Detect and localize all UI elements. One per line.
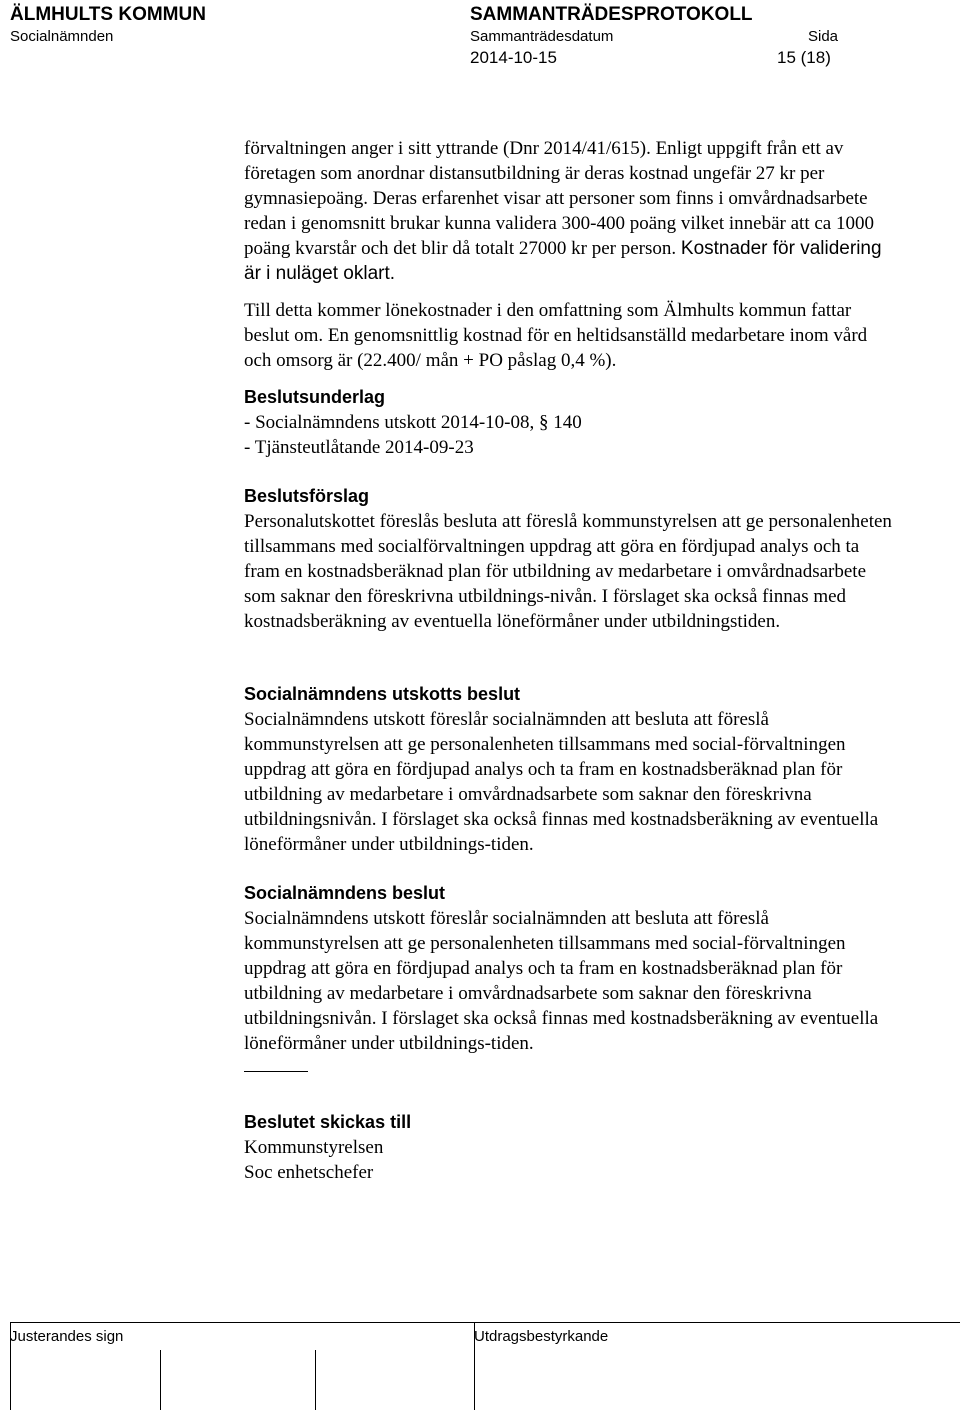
section-heading-beslutsunderlag: Beslutsunderlag [244,387,386,407]
paragraph: Socialnämndens utskott föreslår socialnämnden att besluta att föreslå kommunstyrelsen att ge personalenheten tillsammans med social-förvaltningen uppdrag att göra en fördjupad analys och ta fram en kostnadsberäknad plan för utbildning av medarbetare i omvårdnadsarbete som saknar den föreskrivna utbildningsnivån. I förslaget ska också finnas med kostnadsberäkning av eventuella löneförmåner under utbildnings-tiden. [244,709,879,855]
document-body [244,136,894,1185]
paragraph: Till detta kommer lönekostnader i den omfattning som Älmhults kommun fattar beslut om. En genomsnittlig kostnad för en heltidsanställd medarbetare inom vård och omsorg är (22.400/ mån + PO påslag 0,4 %). [244,300,868,371]
recipient: Kommunstyrelsen [244,1137,384,1158]
section-heading-beslutsforslag: Beslutsförslag [244,486,370,506]
meeting-date-label: Sammanträdesdatum [470,28,614,45]
list-item: - Socialnämndens utskott 2014-10-08, § 140 [244,412,582,433]
recipient: Soc enhetschefer [244,1162,374,1183]
signature-box-divider [315,1350,316,1410]
paragraph-text: förvaltningen anger i sitt yttrande (Dnr 2014/41/615). Enligt uppgift från ett av företagen som anordnar distansutbildning är deras kostnad ungefär 27 kr per gymnasiepoäng. Deras erfarenhet visar att personer som finns i omvårdnadsarbete redan i genomsnitt brukar kunna validera 300-400 poäng vilket innebär att ca 1000 poäng kvarstår och det blir då totalt 27000 kr per person. [244,138,874,259]
page-number: 15 (18) [777,48,831,67]
separator-line [244,1071,308,1072]
department-name: Socialnämnden [10,28,114,45]
footer-rule [10,1322,960,1323]
footer-box-edge [474,1322,475,1410]
paragraph [244,136,894,286]
extract-label: Utdragsbestyrkande [474,1328,609,1345]
paragraph: Socialnämndens utskott föreslår socialnämnden att besluta att föreslå kommunstyrelsen att ge personalenheten tillsammans med social-förvaltningen uppdrag att göra en fördjupad analys och ta fram en kostnadsberäknad plan för utbildning av medarbetare i omvårdnadsarbete som saknar den föreskrivna utbildningsnivån. I förslaget ska också finnas med kostnadsberäkning av eventuella löneförmåner under utbildnings-tiden. [244,908,879,1054]
section-heading-utskotts-beslut: Socialnämndens utskotts beslut [244,684,521,704]
signature-box-divider [160,1350,161,1410]
section-heading-beslut: Socialnämndens beslut [244,883,446,903]
paragraph-text-sans: Kostnader för validering är i nuläget oklart. [244,238,882,284]
paragraph: Personalutskottet föreslås besluta att föreslå kommunstyrelsen att ge personalenheten tillsammans med socialförvaltningen uppdrag att göra en fördjupad analys och ta fram en kostnadsberäknad plan för utbildning av medarbetare i omvårdnadsarbete som saknar den föreskrivna utbildnings-nivån. I förslaget ska också finnas med kostnadsberäkning av eventuella löneförmåner under utbildningstiden. [244,511,892,632]
page-label: Sida [808,28,839,45]
footer-box-edge [10,1322,11,1410]
meeting-date: 2014-10-15 [470,48,557,67]
list-item: - Tjänsteutlåtande 2014-09-23 [244,437,474,458]
section-heading-skickas-till: Beslutet skickas till [244,1112,412,1132]
signature-label: Justerandes sign [10,1328,124,1345]
municipality-name: ÄLMHULTS KOMMUN [10,4,206,25]
document-type: SAMMANTRÄDESPROTOKOLL [470,4,753,25]
